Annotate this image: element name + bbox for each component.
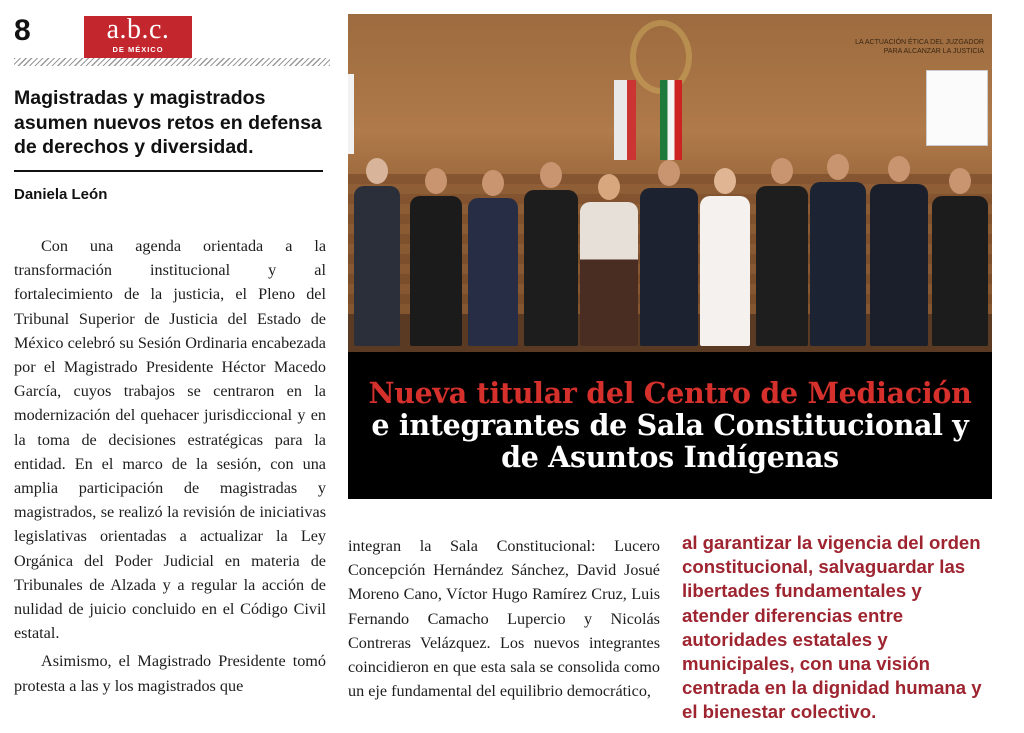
article-headline: Magistradas y magistrados asumen nuevos retos en defensa de derechos y diversidad. [14, 87, 322, 158]
person [524, 190, 578, 346]
person [640, 188, 698, 346]
section-banner [348, 352, 992, 499]
body-paragraph: integran la Sala Constitucional: Lucero Concepción Hernández Sánchez, David Josué Moreno Cano, Víctor Hugo Ramírez Cruz, Luis Fernando Camacho Lupercio y Nicolás Contreras Velázquez. Los nuevos integrantes coincidieron en que esta sala se consolida como un eje fundamental del equilibrio democrático, [348, 537, 660, 701]
banner-line-2: e integrantes de Sala Constitucional y [371, 408, 969, 442]
person [580, 202, 638, 346]
body-column-2 [348, 534, 660, 703]
pull-quote: al garantizar la vigencia del orden constitucional, salvaguardar las libertades fundamentales y atender diferencias entre autoridades estatales y municipales, con una visión centrada en la dignidad humana y el bienestar colectivo. [682, 532, 982, 723]
person [756, 186, 808, 346]
mexico-flag [660, 80, 682, 160]
person [932, 196, 988, 346]
body-paragraph: Con una agenda orientada a la transformación institucional y al fortalecimiento de la justicia, el Pleno del Tribunal Superior de Justicia del Estado de México celebró su Sesión Ordinaria encabezada por el Magistrado Presidente Héctor Macedo García, cuyos trabajos se centraron en la modernización del quehacer jurisdiccional y en la toma de decisiones estratégicas para la entidad. En el marco de la sesión, con una amplia participación de magistradas y magistrados, se realizó la revisión de iniciativas legislativas orientadas a actualizar la Ley Orgánica del Poder Judicial en materia de Tribunales de Alzada y a regular la acción de nulidad de juicio concluido en el Código Civil estatal. [14, 237, 326, 643]
page-number: 8 [14, 14, 31, 47]
state-flag [614, 80, 636, 160]
person [410, 196, 462, 346]
logo-text: a.b.c. [106, 14, 170, 45]
decorative-hatch-divider [14, 58, 330, 66]
banner-line-3: de Asuntos Indígenas [501, 440, 839, 474]
wall-inscription: LA ACTUACIÓN ÉTICA DEL JUZGADOR PARA ALCANZAR LA JUSTICIA [855, 39, 984, 55]
headline-rule [14, 170, 323, 172]
logo-subtitle: DE MÉXICO [112, 45, 164, 54]
group-photo [348, 14, 992, 352]
person [700, 196, 750, 346]
person [468, 198, 518, 346]
person [870, 184, 928, 346]
presentation-screen [926, 70, 988, 146]
person [810, 182, 866, 346]
left-screen [348, 74, 354, 154]
person [354, 186, 400, 346]
author-byline: Daniela León [14, 186, 108, 203]
body-column-1 [14, 234, 326, 698]
banner-line-1: Nueva titular del Centro de Mediación [368, 376, 972, 410]
body-paragraph: Asimismo, el Magistrado Presidente tomó protesta a las y los magistrados que [14, 652, 326, 695]
publication-logo [84, 16, 192, 58]
